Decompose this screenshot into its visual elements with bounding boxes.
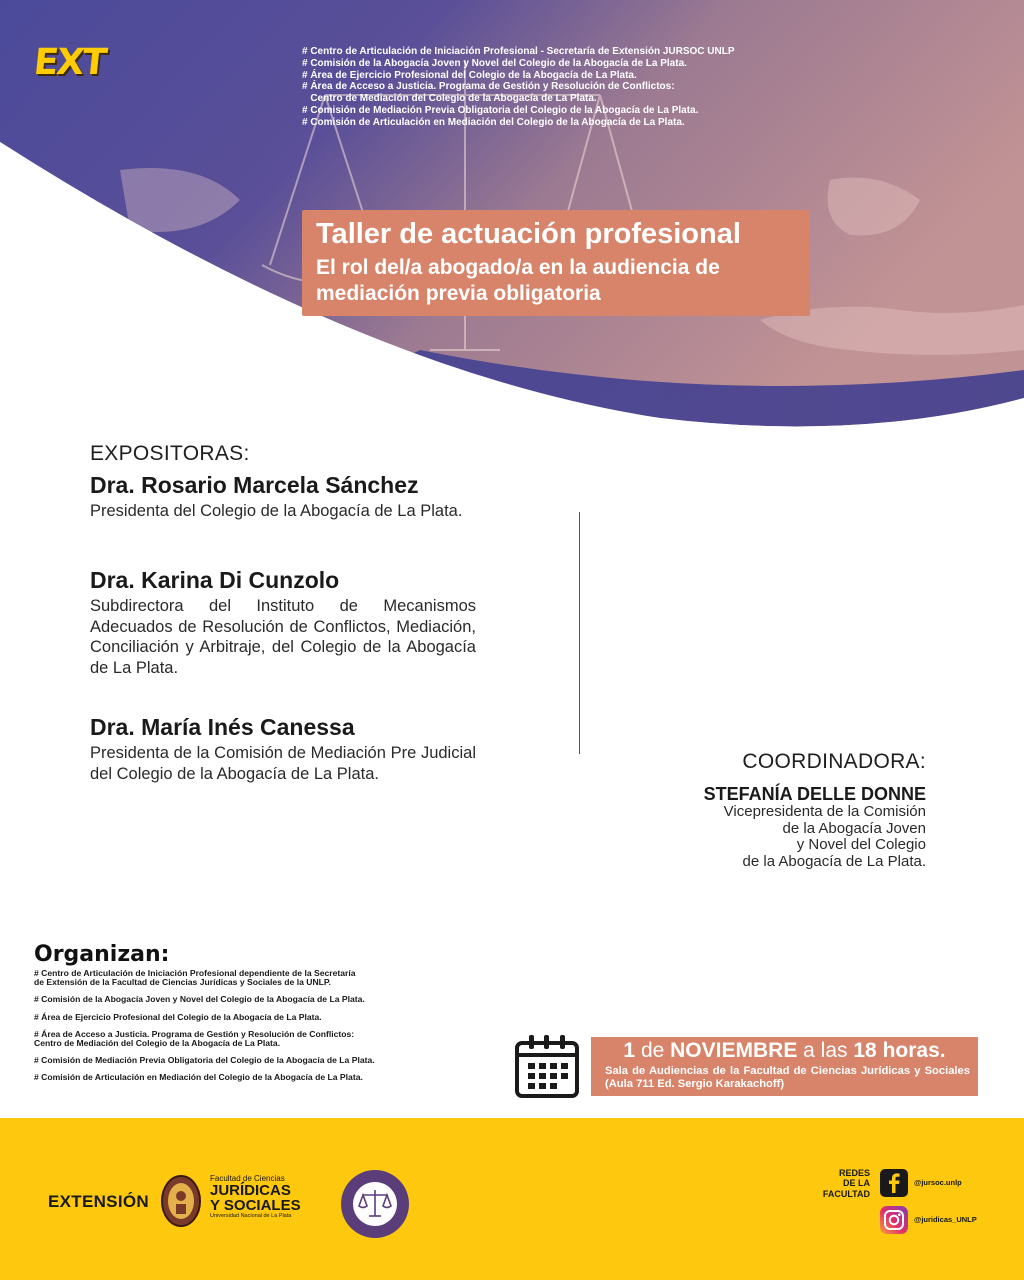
- event-a-las: a las: [803, 1039, 848, 1062]
- calendar-icon: [514, 1033, 580, 1099]
- speaker-name: Dra. Rosario Marcela Sánchez: [90, 472, 419, 498]
- organizers-title: Organizan:: [34, 942, 170, 967]
- faculty-line: JURÍDICAS: [210, 1182, 291, 1199]
- header-org-item: # Comisión de Mediación Previa Obligatoria del Colegio de la Abogacía de La Plata.: [302, 104, 699, 116]
- speakers-label: EXPOSITORAS:: [90, 442, 250, 465]
- header-org-item: # Comisión de la Abogacía Joven y Novel del Colegio de la Abogacía de La Plata.: [302, 57, 687, 69]
- event-de: de: [640, 1039, 665, 1062]
- social-label: [808, 1168, 870, 1199]
- speaker-description: Presidenta de la Comisión de Mediación Pre Judicial del Colegio de la Abogacía de La Plata.: [90, 744, 476, 783]
- coordinator-desc-line: Vicepresidenta de la Comisión: [723, 803, 926, 820]
- header-organizations-list: [302, 46, 735, 129]
- header-org-item: # Área de Acceso a Justicia. Programa de Gestión y Resolución de Conflictos:: [302, 81, 675, 93]
- organizer-item: # Comisión de Articulación en Mediación del Colegio de la Abogacía de La Plata.: [34, 1072, 363, 1083]
- event-date: [591, 1039, 978, 1063]
- event-month: NOVIEMBRE: [670, 1039, 798, 1062]
- page-title: Taller de actuación profesional: [316, 218, 741, 250]
- event-place: Sala de Audiencias de la Facultad de Ciencias Jurídicas y Sociales (Aula 711 Ed. Sergio Karakachoff): [605, 1065, 970, 1090]
- speaker-name: Dra. Karina Di Cunzolo: [90, 567, 340, 593]
- ext-logo: EXT: [31, 42, 108, 83]
- faculty-line: Universidad Nacional de La Plata: [210, 1213, 292, 1219]
- header-org-item: # Comisión de Articulación en Mediación del Colegio de la Abogacía de La Plata.: [302, 116, 685, 128]
- speaker-description: Subdirectora del Instituto de Mecanismos Adecuados de Resolución de Conflictos, Mediación, Conciliación y Arbitraje, del Colegio de la Abogacía de La Plata.: [90, 597, 476, 677]
- coordinator-name: STEFANÍA DELLE DONNE: [703, 784, 926, 804]
- speaker-name: Dra. María Inés Canessa: [90, 714, 355, 740]
- faculty-logo-text: [210, 1174, 320, 1219]
- organizer-item: # Área de Ejercicio Profesional del Colegio de la Abogacía de La Plata.: [34, 1011, 322, 1022]
- organizer-item: # Área de Acceso a Justicia. Programa de Gestión y Resolución de Conflictos: Centro de Mediación del Colegio de la Abogacía de La Plata.: [34, 1028, 355, 1049]
- page-subtitle: El rol del/a abogado/a en la audiencia de mediación previa obligatoria: [316, 256, 720, 305]
- instagram-icon[interactable]: [880, 1206, 908, 1234]
- facebook-handle[interactable]: @jursoc.unlp: [914, 1178, 962, 1187]
- header-org-item: Centro de Mediación del Colegio de la Abogacía de La Plata.: [302, 93, 597, 105]
- speaker-card: [90, 472, 476, 522]
- faculty-seal-icon: [160, 1174, 202, 1228]
- coordinator-desc-line: de la Abogacía Joven: [782, 819, 926, 837]
- facebook-icon[interactable]: [880, 1169, 908, 1197]
- speaker-description: Presidenta del Colegio de la Abogacía de La Plata.: [90, 502, 463, 520]
- organizer-item: # Comisión de Mediación Previa Obligatoria del Colegio de la Abogacía de La Plata.: [34, 1055, 375, 1066]
- event-time: 18 horas.: [853, 1039, 946, 1062]
- speaker-card: [90, 714, 476, 784]
- social-label-line: FACULTAD: [822, 1188, 870, 1199]
- instagram-handle[interactable]: @juridicas_UNLP: [914, 1215, 977, 1224]
- footer-bar: [0, 1118, 1024, 1280]
- organizer-item: # Centro de Articulación de Iniciación Profesional dependiente de la Secretaría de Extensión de la Facultad de Ciencias Jurídicas y Sociales de la UNLP.: [34, 968, 356, 988]
- hero-banner: [0, 0, 1024, 440]
- organizer-item: # Comisión de la Abogacía Joven y Novel del Colegio de la Abogacía de La Plata.: [34, 994, 365, 1005]
- speaker-card: [90, 567, 476, 678]
- social-label-line: REDES: [838, 1168, 870, 1178]
- extension-label: EXTENSIÓN: [48, 1192, 149, 1211]
- event-day: 1: [623, 1039, 636, 1062]
- faculty-line: Facultad de Ciencias: [210, 1174, 285, 1183]
- event-date-box: [591, 1037, 978, 1096]
- coordinator-desc-line: y Novel del Colegio: [796, 836, 926, 853]
- organizers-list: [34, 969, 494, 1091]
- header-org-item: # Centro de Articulación de Iniciación Profesional - Secretaría de Extensión JURSOC UNLP: [302, 46, 735, 57]
- faculty-line: Y SOCIALES: [210, 1197, 301, 1214]
- social-label-line: DE LA: [843, 1178, 870, 1189]
- title-box: [302, 210, 810, 316]
- coordinator-desc-line: de la Abogacía de La Plata.: [742, 852, 926, 870]
- colegio-seal-icon: [339, 1168, 411, 1240]
- coordinator-description: [724, 804, 926, 870]
- coordinator-label: COORDINADORA:: [742, 750, 926, 773]
- header-org-item: # Área de Ejercicio Profesional del Colegio de la Abogacía de La Plata.: [302, 69, 637, 81]
- column-divider: [579, 512, 580, 754]
